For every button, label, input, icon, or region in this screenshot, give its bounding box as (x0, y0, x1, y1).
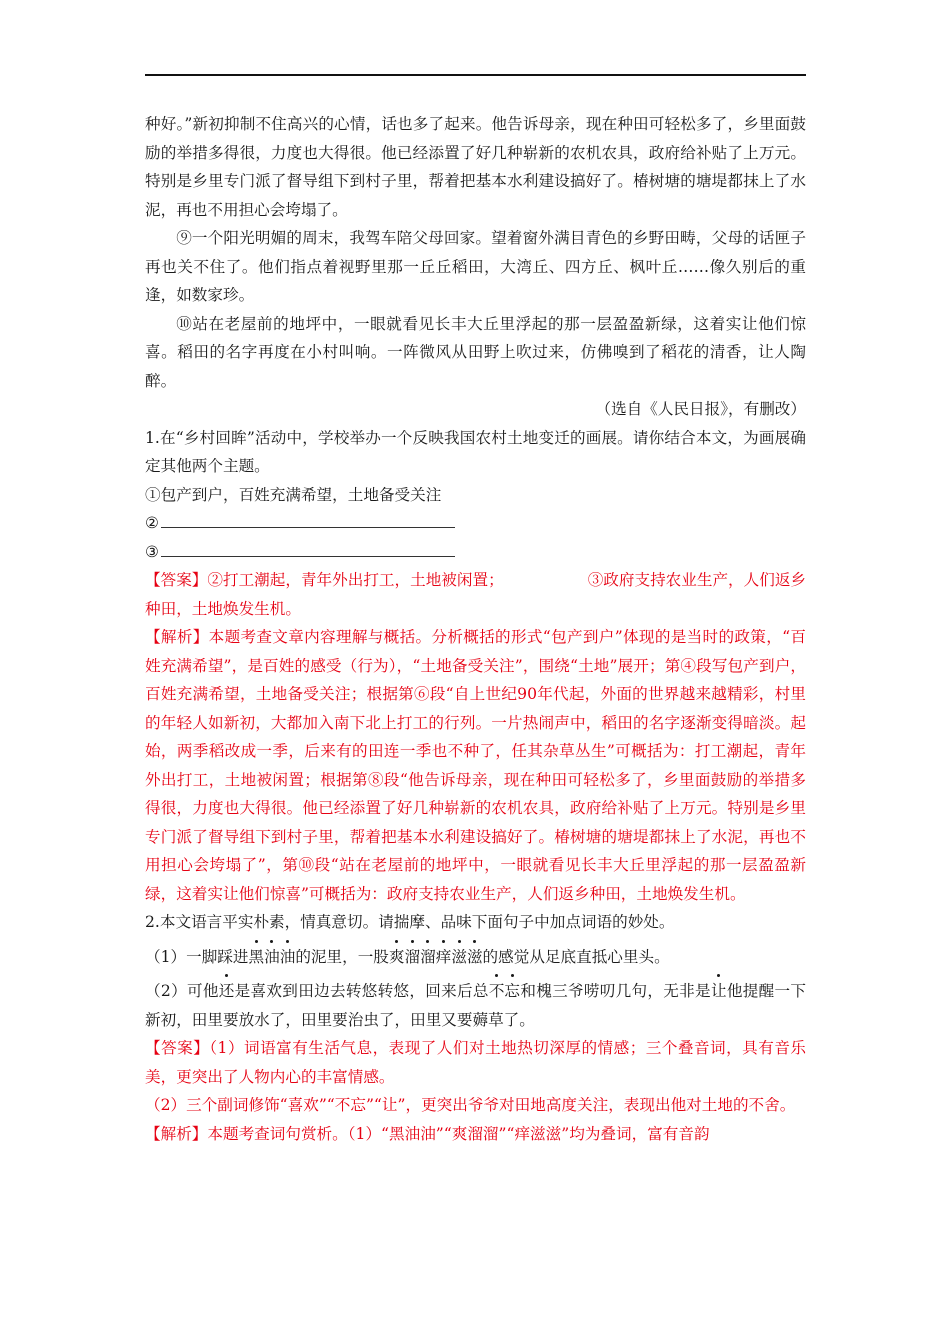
question-2-analysis (145, 1120, 806, 1149)
sentence-text: 是喜欢到田边去转悠转悠，回来后总 (234, 982, 489, 1000)
header-rule (145, 74, 806, 76)
question-1-item-2 (145, 509, 806, 538)
dotted-word-heiyouyou: 黑油油 (248, 948, 295, 966)
question-2-sentence-1 (145, 943, 806, 972)
sentence-text: 和槐三爷唠叨几句，无非是 (520, 982, 711, 1000)
paragraph-9: ⑨一个阳光明媚的周末，我驾车陪父母回家。望着窗外满目青色的乡野田畴，父母的话匣子再也关不住了。他们指点着视野里那一丘丘稻田，大湾丘、四方丘、枫叶丘……像久别后的重逢，如数家珍。 (145, 229, 806, 304)
answer-label: 【答案】 (145, 1039, 210, 1057)
sentence-text: （1）一脚踩进 (145, 947, 249, 966)
sentence-text: 他提醒一下新初，田里要放水了，田里要治虫了，田里又要薅草了。 (145, 982, 806, 1029)
question-1-item-3 (145, 538, 806, 567)
dotted-word-rang: 让 (711, 982, 727, 1000)
question-1-analysis (145, 623, 806, 908)
question-2-answer-2: （2）三个副词修饰“喜欢”“不忘”“让”，更突出爷爷对田地高度关注，表现出他对土地的不舍。 (145, 1096, 796, 1114)
paragraph-8-continued: 种好。”新初抑制不住高兴的心情，话也多了起来。他告诉母亲，现在种田可轻松多了，乡里面鼓励的举措多得很，力度也大得很。他已经添置了好几种崭新的农机农具，政府给补贴了上万元。特别是乡里专门派了督导组下到村子里，帮着把基本水利建设搞好了。椿树塘的塘堤都抹上了水泥，再也不用担心会垮塌了。 (145, 115, 806, 219)
source-citation: （选自《人民日报》，有删改） (595, 400, 806, 418)
item-2-label: ② (145, 514, 159, 532)
answer-part-2: ③政府支持农业生产，人们返乡种田，土地焕发生机。 (145, 571, 807, 618)
sentence-text: （2）可他 (145, 982, 219, 1000)
question-1-answer (145, 566, 806, 623)
analysis-label: 【解析】 (145, 1124, 208, 1143)
answer-part-1: ②打工潮起，青年外出打工，土地被闲置； (207, 571, 504, 589)
question-1-item-1: ①包产到户，百姓充满希望，土地备受关注 (145, 485, 442, 504)
sentence-text: 的感觉从足底直抵心里头。 (482, 947, 670, 966)
sentence-text: 的泥里，一股 (295, 947, 389, 966)
answer-blank-2 (159, 509, 455, 538)
question-2: 2.本文语言平实朴素，情真意切。请揣摩、品味下面句子中加点词语的妙处。 (145, 913, 675, 931)
dotted-word-buwang: 不忘 (489, 982, 520, 1000)
answer-1-text: （1）词语富有生活气息，表现了人们对土地热切深厚的情感；三个叠音词，具有音乐美，更突出了人物内心的丰富情感。 (145, 1039, 806, 1086)
analysis-label: 【解析】 (145, 628, 209, 646)
answer-label: 【答案】 (145, 571, 208, 589)
analysis-text: 本题考查词句赏析。（1）“黑油油”“爽溜溜”“痒滋滋”均为叠词，富有音韵 (207, 1124, 710, 1143)
item-3-label: ③ (145, 542, 159, 561)
dotted-word-shuangliuliu-yangzizi: 爽溜溜痒滋滋 (389, 948, 483, 966)
question-2-sentence-2 (145, 977, 806, 1034)
question-1: 1.在“乡村回眸”活动中，学校举办一个反映我国农村土地变迁的画展。请你结合本文，为画展确定其他两个主题。 (145, 428, 806, 475)
question-2-answer-1 (145, 1034, 806, 1091)
answer-blank-3 (159, 538, 455, 567)
paragraph-10: ⑩站在老屋前的地坪中，一眼就看见长丰大丘里浮起的那一层盈盈新绿，这着实让他们惊喜。稻田的名字再度在小村叫响。一阵微风从田野上吹过来，仿佛嗅到了稻花的清香，让人陶醉。 (145, 314, 806, 390)
analysis-text: 本题考查文章内容理解与概括。分析概括的形式“包产到户”体现的是当时的政策，“百姓充满希望”，是百姓的感受（行为），“土地备受关注”，围绕“土地”展开；第④段写包产到户，百姓充满希望，土地备受关注；根据第⑥段“自上世纪90年代起，外面的世界越来越精彩，村里的年轻人如新初，大都加入南下北上打工的行列。一片热闹声中，稻田的名字逐渐变得暗淡。起始，两季稻改成一季，后来有的田连一季也不种了，任其杂草丛生”可概括为：打工潮起，青年外出打工，土地被闲置；根据第⑧段“他告诉母亲，现在种田可轻松多了，乡里面鼓励的举措多得很，力度也大得很。他已经添置了好几种崭新的农机农具，政府给补贴了上万元。特别是乡里专门派了督导组下到村子里，帮着把基本水利建设搞好了。椿树塘的塘堤都抹上了水泥，再也不用担心会垮塌了”，第⑩段“站在老屋前的地坪中，一眼就看见长丰大丘里浮起的那一层盈盈新绿，这着实让他们惊喜”可概括为：政府支持农业生产，人们返乡种田，土地焕发生机。 (145, 628, 806, 903)
dotted-word-hai: 还 (219, 982, 235, 1000)
document-body (145, 110, 806, 1148)
